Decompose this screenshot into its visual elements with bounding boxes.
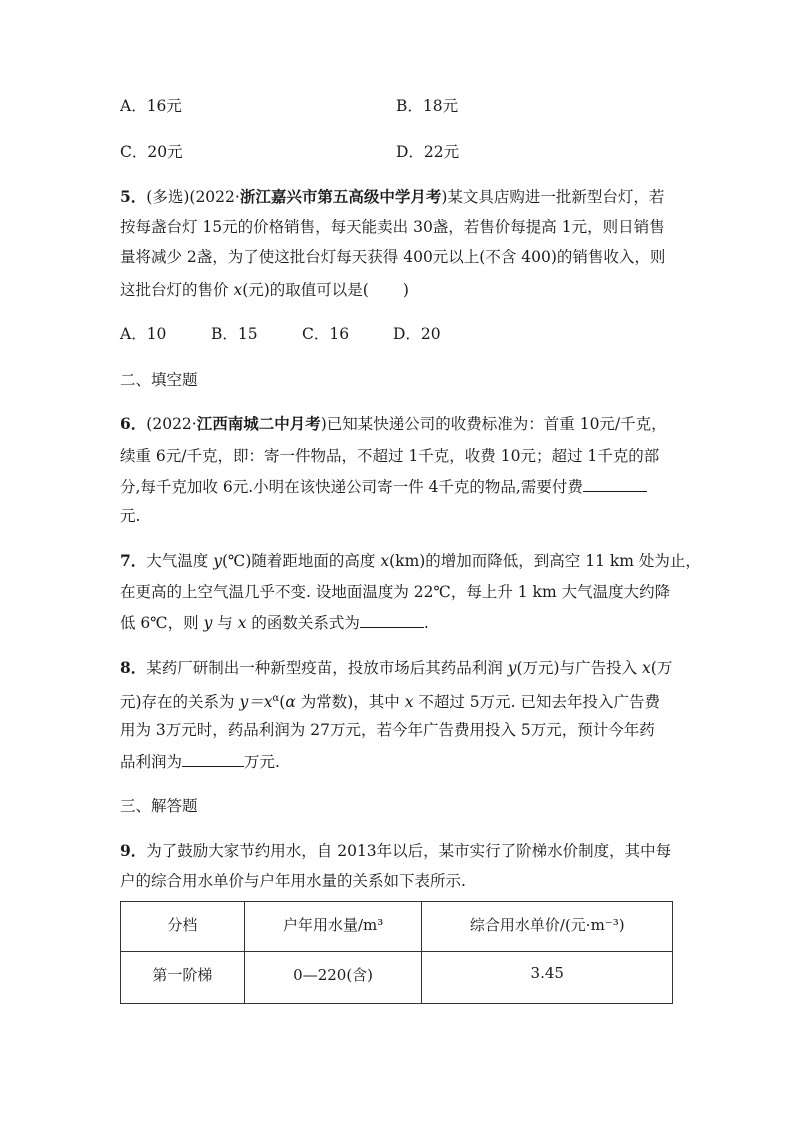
water-price-table [120,901,673,1004]
q5-option-d: D．20 [393,325,441,343]
q7-var-y: y [213,552,222,570]
q7-var-y2: y [203,614,213,632]
table-header-cell: 分档 [121,902,245,952]
q5-tag: (多选)(2022· [146,188,240,206]
q5-source: 浙江嘉兴市第五高级中学月考 [239,187,442,206]
q8-text-4a: 品利润为 [120,753,183,771]
q9-line-2: 户的综合用水单价与户年用水量的关系如下表所示. [120,872,466,890]
q5-text-4c: ) [402,281,409,299]
q8-line-4 [120,750,280,773]
q8-line-2 [120,688,660,713]
q9-line-1 [120,840,671,862]
q6-line-1 [120,413,667,435]
q7-var-x: x [380,552,390,570]
q7-number: 7． [120,551,147,570]
q9-text-1: 为了鼓励大家节约用水，自 2013年以后，某市实行了阶梯水价制度，其中每 [146,842,672,860]
q5-text-1: )某文具店购进一批新型台灯，若 [441,188,665,206]
q7-text-3c: 的函数关系式为 [246,614,360,632]
q8-text-1c: (万 [650,659,673,677]
q7-line-3 [120,611,429,634]
q8-number: 8． [120,658,147,677]
section-heading-solutions: 三、解答题 [120,797,198,815]
q7-text-end: . [423,614,429,632]
q4-option-a: A．16元 [120,97,182,115]
q8-text-2a: 元)存在的关系为 [120,693,240,712]
q5-number: 5． [120,187,147,206]
q7-text-3b: 与 [212,614,238,632]
q7-text-1c: (km)的增加而降低，到高空 11 km 处为止， [389,552,701,570]
q6-tag: (2022· [146,415,197,433]
table-row [121,952,673,1004]
q8-line-1 [120,657,672,679]
table-cell: 0—220(含) [244,952,422,1004]
table-header-row [121,902,673,952]
q8-var-x: x [642,659,651,677]
q6-line-4: 元. [120,507,141,525]
table-header-cell: 户年用水量/m³ [244,902,422,952]
q7-line-1 [120,550,701,572]
q6-answer-blank [583,475,647,492]
q8-text-2c: 为常数)，其中 [295,693,405,712]
q6-line-2: 续重 6元/千克，即：寄一件物品，不超过 1千克，收费 10元；超过 1千克的部 [120,447,660,465]
q8-text-2d: 不超过 5万元. 已知去年投入广告费 [413,693,661,712]
q8-alpha: α [285,693,296,712]
q8-answer-blank [182,750,244,767]
q5-line-1 [120,186,664,208]
q6-text-3: 分,每千克加收 6元.小明在该快递公司寄一件 4千克的物品,需要付费 [120,478,583,496]
q8-text-4b: 万元. [244,753,280,771]
table-cell: 3.45 [422,952,673,1004]
q4-option-d: D．22元 [396,143,460,161]
q5-var-x: x [233,281,243,299]
q7-line-2: 在更高的上空气温几乎不变. 设地面温度为 22℃，每上升 1 km 大气温度大约降 [120,583,671,601]
q8-line-3: 用为 3万元时，药品利润为 27万元，若今年广告费用投入 5万元，预计今年药 [120,721,655,739]
q5-line-4 [120,279,409,301]
q7-var-x2: x [237,614,247,632]
table-header-cell: 综合用水单价/(元·m⁻³) [422,902,673,952]
q7-answer-blank [360,611,424,628]
q7-text-3a: 低 6℃，则 [120,614,204,632]
q5-option-b: B．15 [211,325,258,343]
q8-formula-exponent: α [272,693,280,704]
q7-text-1a: 大气温度 [146,552,214,570]
q8-formula: y＝x [239,693,273,712]
q6-number: 6． [120,414,147,433]
q7-text-1b: (℃)随着距地面的高度 [222,552,381,570]
q6-source: 江西南城二中月考 [196,414,321,433]
q5-text-4b: (元)的取值可以是( [242,281,369,299]
q5-option-c: C．16 [302,325,350,343]
q4-option-b: B．18元 [396,97,459,115]
q5-line-2: 按每盏台灯 15元的价格销售，每天能卖出 30盏，若售价每提高 1元，则日销售 [120,218,665,236]
q5-line-3: 量将减少 2盏，为了使这批台灯每天获得 400元以上(不含 400)的销售收入，则 [120,248,666,266]
q6-text-1: )已知某快递公司的收费标准为：首重 10元/千克， [320,415,667,433]
q6-line-3 [120,475,647,498]
q8-var-x2: x [404,693,414,712]
section-heading-fill-blank: 二、填空题 [120,371,198,389]
q5-option-a: A．10 [120,325,167,343]
q8-text-1a: 某药厂研制出一种新型疫苗，投放市场后其药品利润 [146,659,508,677]
q9-number: 9． [120,841,147,860]
q8-text-1b: (万元)与广告投入 [516,659,643,677]
q5-text-4a: 这批台灯的售价 [120,281,234,299]
q4-option-c: C．20元 [120,143,183,161]
q8-text-2b: ( [279,693,286,712]
table-cell: 第一阶梯 [121,952,245,1004]
q8-var-y: y [507,659,517,677]
